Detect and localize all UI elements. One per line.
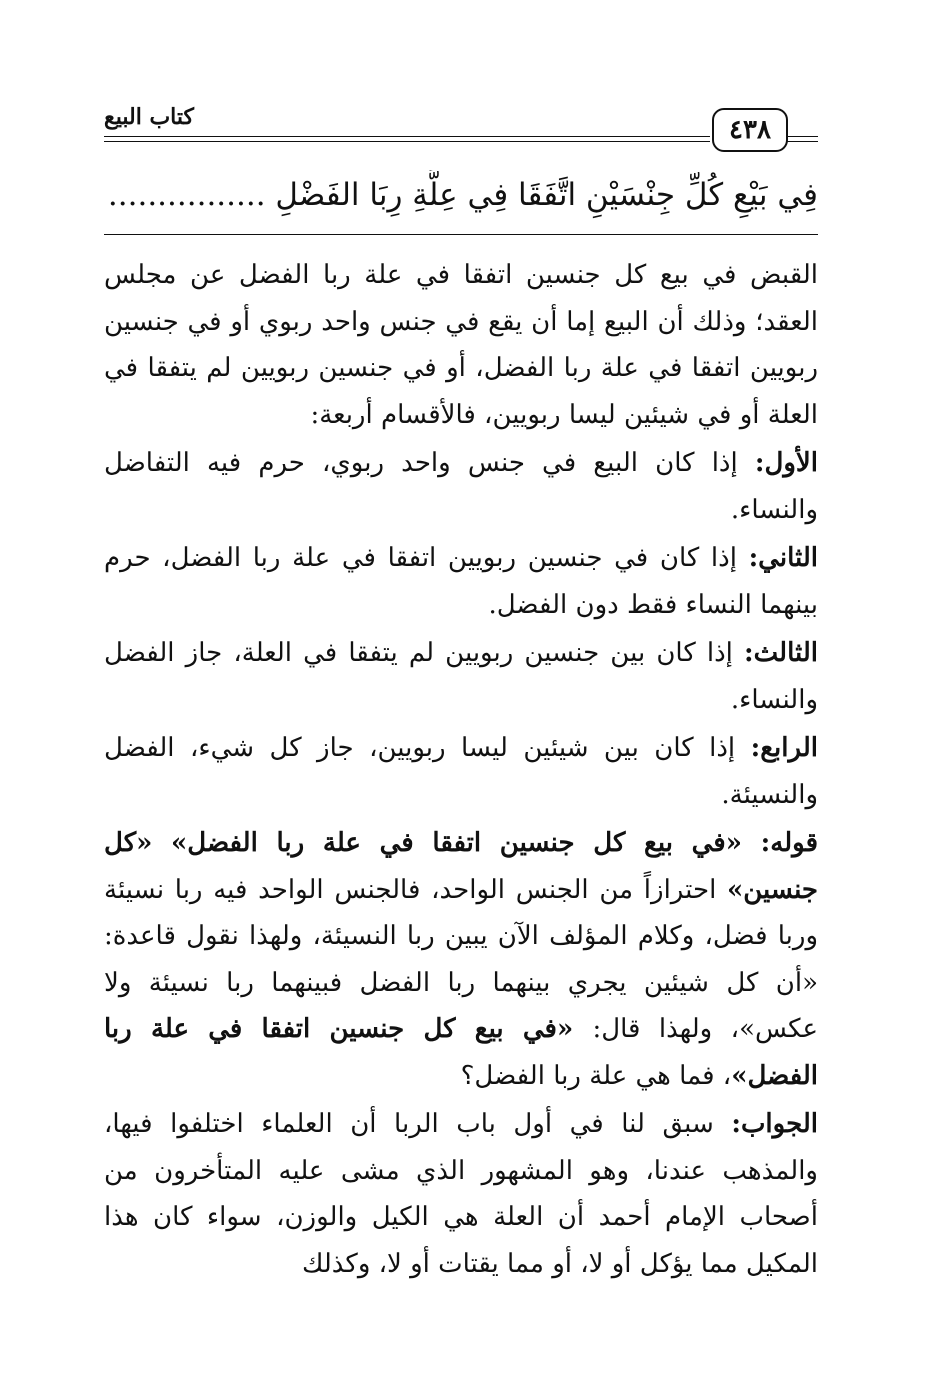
- case-label: الثالث:: [744, 638, 818, 668]
- matn-separator: [104, 234, 818, 235]
- header-rule-left-inner: [104, 141, 710, 142]
- quoted-matn: «في بيع كل جنسين اتفقا في علة ربا الفضل»: [104, 1014, 818, 1091]
- answer-paragraph: الجواب: سبق لنا في أول باب الربا أن العلماء اختلفوا فيها، والمذهب عندنا، وهو المشهور الذي مشى عليه المتأخرون من أصحاب الإمام أحمد أن العلة هي الكيل والوزن، سواء كان هذا المكيل مما يؤكل أو لا، أو مما يقتات أو لا، وكذلك: [104, 1109, 819, 1279]
- commentary-label: قوله:: [760, 828, 818, 858]
- intro-paragraph: القبض في بيع كل جنسين اتفقا في علة ربا الفضل عن مجلس العقد؛ وذلك أن البيع إما أن يقع في جنس واحد ربوي أو في جنسين ربويين اتفقا في علة ربا الفضل، أو في جنسين ربويين لم يتفقا في العلة أو في شيئين ليسا ربويين، فالأقسام أربعة:: [104, 260, 818, 430]
- body-text: [104, 252, 818, 1289]
- answer-label: الجواب:: [731, 1109, 819, 1139]
- case-first: الأول: إذا كان البيع في جنس واحد ربوي، حرم فيه التفاضل والنساء.: [104, 448, 818, 525]
- case-label: الرابع:: [750, 733, 818, 763]
- matn-text: فِي بَيْعِ كُلِّ جِنْسَيْنِ اتَّفَقَا فِي عِلَّةِ رِبَا الفَضْلِ ................: [107, 177, 818, 213]
- header-rule-right-inner: [786, 141, 818, 142]
- quoted-matn: «في بيع كل جنسين اتفقا في علة ربا الفضل» «كل جنسين»: [104, 828, 818, 905]
- header-rule-left: [104, 136, 710, 137]
- commentary-paragraph: قوله: «في بيع كل جنسين اتفقا في علة ربا الفضل» «كل جنسين» احترازاً من الجنس الواحد، فالجنس الواحد فيه ربا نسيئة وربا فضل، وكلام المؤلف الآن يبين ربا النسيئة، ولهذا نقول قاعدة: «أن كل شيئين يجري بينهما ربا الفضل فبينهما ربا نسيئة ولا عكس»، ولهذا قال: «في بيع كل جنسين اتفقا في علة ربا الفضل»، فما هي علة ربا الفضل؟: [104, 828, 819, 1091]
- header-rule-right: [786, 136, 818, 137]
- case-fourth: الرابع: إذا كان بين شيئين ليسا ربويين، جاز كل شيء، الفضل والنسيئة.: [104, 733, 818, 810]
- case-third: الثالث: إذا كان بين جنسين ربويين لم يتفقا في العلة، جاز الفضل والنساء.: [104, 638, 818, 715]
- case-label: الثاني:: [748, 543, 818, 573]
- page-number: ٤٣٨: [712, 108, 788, 152]
- case-second: الثاني: إذا كان في جنسين ربويين اتفقا في علة ربا الفضل، حرم بينهما النساء فقط دون الفضل.: [104, 543, 818, 620]
- book-title: كتاب البيع: [104, 104, 194, 130]
- case-label: الأول:: [754, 448, 818, 478]
